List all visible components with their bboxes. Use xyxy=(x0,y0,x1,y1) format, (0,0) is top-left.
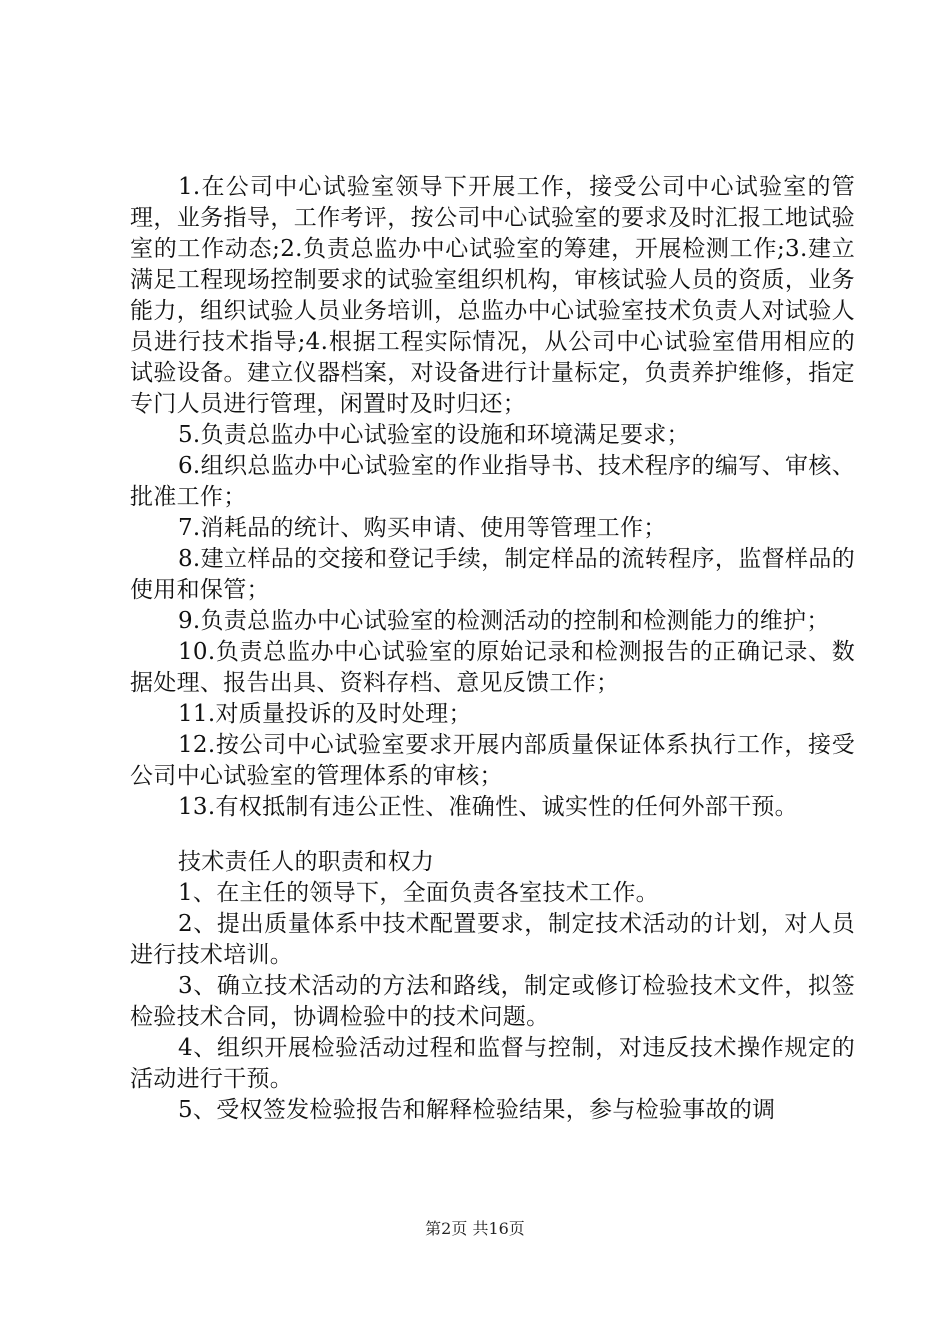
paragraph-8: 8.建立样品的交接和登记手续，制定样品的流转程序，监督样品的使用和保管； xyxy=(130,546,855,603)
paragraph-7: 7.消耗品的统计、购买申请、使用等管理工作； xyxy=(178,515,667,541)
section-heading: 技术责任人的职责和权力 xyxy=(178,849,435,875)
tech-item-3: 3、确立技术活动的方法和路线，制定或修订检验技术文件，拟签检验技术合同，协调检验中的技术问题。 xyxy=(130,973,855,1030)
section-spacer xyxy=(130,823,855,847)
paragraph-10: 10.负责总监办中心试验室的原始记录和检测报告的正确记录、数据处理、报告出具、资料存档、意见反馈工作； xyxy=(130,639,855,696)
paragraph-9: 9.负责总监办中心试验室的检测活动的控制和检测能力的维护； xyxy=(178,608,830,634)
paragraph-13: 13.有权抵制有违公正性、准确性、诚实性的任何外部干预。 xyxy=(178,794,798,820)
document-body xyxy=(130,172,855,1126)
paragraph-1: 1.在公司中心试验室领导下开展工作，接受公司中心试验室的管理，业务指导，工作考评，按公司中心试验室的要求及时汇报工地试验室的工作动态;2.负责总监办中心试验室的筹建，开展检测工作;3.建立满足工程现场控制要求的试验室组织机构，审核试验人员的资质，业务能力，组织试验人员业务培训，总监办中心试验室技术负责人对试验人员进行技术指导;4.根据工程实际情况，从公司中心试验室借用相应的试验设备。建立仪器档案，对设备进行计量标定，负责养护维修，指定专门人员进行管理，闲置时及时归还； xyxy=(130,174,855,417)
paragraph-5: 5.负责总监办中心试验室的设施和环境满足要求； xyxy=(178,422,690,448)
tech-item-1: 1、在主任的领导下，全面负责各室技术工作。 xyxy=(178,880,659,906)
paragraph-6: 6.组织总监办中心试验室的作业指导书、技术程序的编写、审核、批准工作； xyxy=(130,453,855,510)
page-number-footer: 第2页 共16页 xyxy=(425,1219,525,1238)
tech-item-5: 5、受权签发检验报告和解释检验结果，参与检验事故的调 xyxy=(178,1097,776,1123)
tech-item-4: 4、组织开展检验活动过程和监督与控制，对违反技术操作规定的活动进行干预。 xyxy=(130,1035,855,1092)
paragraph-12: 12.按公司中心试验室要求开展内部质量保证体系执行工作，接受公司中心试验室的管理体系的审核； xyxy=(130,732,855,789)
paragraph-11: 11.对质量投诉的及时处理； xyxy=(178,701,472,727)
tech-item-2: 2、提出质量体系中技术配置要求，制定技术活动的计划，对人员进行技术培训。 xyxy=(130,911,855,968)
